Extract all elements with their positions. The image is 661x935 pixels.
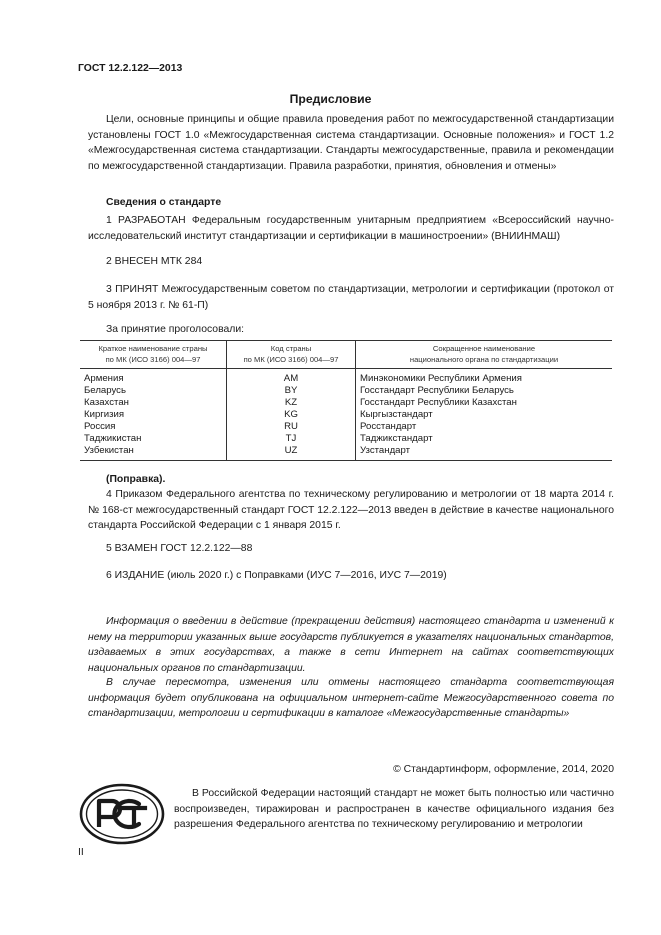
code-cell: TJ — [227, 433, 356, 445]
copyright-line: © Стандартинформ, оформление, 2014, 2020 — [393, 764, 614, 775]
table-row — [80, 397, 612, 409]
table-row — [80, 421, 612, 433]
country-cell: Таджикистан — [84, 432, 142, 444]
vote-table-header-row — [80, 341, 612, 369]
rst-conformity-mark-icon — [79, 783, 165, 845]
code-cell: UZ — [227, 445, 356, 460]
item-replaces: 5 ВЗАМЕН ГОСТ 12.2.122—88 — [106, 543, 253, 554]
table-row — [80, 445, 612, 460]
table-row — [80, 409, 612, 421]
country-cell: Узбекистан — [80, 445, 227, 460]
intro-paragraph: Цели, основные принципы и общие правила проведения работ по межгосударственной стандартизации установлены ГОСТ 1.0 «Межгосударственная система стандартизации. Основные положения» и ГОСТ 1.2 «Межгосударственная система стандартизации. Стандарты межгосударственные, правила и рекомендации по межгосударственной стандартизации. Правила разработки, принятия, обновления и отмены» — [88, 114, 614, 172]
notice-paragraph-2: В случае пересмотра, изменения или отмены настоящего стандарта соответствующая информация будет опубликована на официальном интернет-сайте Межгосударственного совета по стандартизации, метрологии и сертификации в каталоге «Межгосударственные стандарты» — [88, 677, 614, 720]
code-cell: KG — [227, 409, 356, 421]
amendment-note: (Поправка). — [106, 474, 166, 485]
body-cell: Росстандарт — [356, 421, 613, 433]
table-row — [80, 369, 612, 385]
code-cell: RU — [227, 421, 356, 433]
col-header-country: Краткое наименование страны по МК (ИСО 3166) 004—97 — [80, 341, 227, 369]
item-order: 4 Приказом Федерального агентства по техническому регулированию и метрологии от 18 марта 2014 г. № 168-ст межгосударственный стандарт ГОСТ 12.2.122—2013 введен в действие в качестве национального стандарта Российской Федерации с 1 января 2015 г. — [88, 489, 614, 532]
vote-table — [80, 340, 612, 461]
item-introduced: 2 ВНЕСЕН МТК 284 — [106, 256, 203, 267]
country-cell: Беларусь — [84, 385, 126, 397]
code-cell: KZ — [227, 397, 356, 409]
page-title: Предисловие — [289, 92, 372, 106]
col-header-body: Сокращенное наименование национального органа по стандартизации — [356, 341, 613, 369]
standard-id-header: ГОСТ 12.2.122—2013 — [78, 63, 183, 74]
vote-table-caption: За принятие проголосовали: — [106, 324, 245, 335]
body-cell: Минэкономики Республики Армения — [356, 369, 613, 385]
body-cell: Кыргызстандарт — [356, 409, 613, 421]
country-cell: Казахстан — [84, 397, 129, 408]
body-cell: Узстандарт — [356, 445, 613, 460]
notice-paragraph-1: Информация о введении в действие (прекращении действия) настоящего стандарта и изменений к нему на территории указанных выше государств публикуется в указателях национальных стандартов, издаваемых в этих государствах, а также в сети Интернет на сайтах соответствующих национальных органов по стандартизации. — [88, 616, 614, 674]
country-cell: Россия — [84, 420, 116, 432]
body-cell: Госстандарт Республики Казахстан — [356, 397, 613, 409]
legal-notice: В Российской Федерации настоящий стандарт не может быть полностью или частично воспроизведен, тиражирован и распространен в качестве официального издания без разрешения Федерального агентства по техническому регулированию и метрологии — [174, 788, 614, 831]
code-cell: AM — [227, 369, 356, 385]
table-row — [80, 385, 612, 397]
item-adopted: 3 ПРИНЯТ Межгосударственным советом по стандартизации, метрологии и сертификации (протокол от 5 ноября 2013 г. № 61-П) — [88, 284, 614, 311]
info-heading: Сведения о стандарте — [106, 197, 222, 208]
page-number: II — [78, 847, 84, 858]
country-cell: Киргизия — [84, 408, 125, 420]
country-cell: Армения — [84, 373, 124, 385]
body-cell: Госстандарт Республики Беларусь — [356, 385, 613, 397]
body-cell: Таджикстандарт — [356, 433, 613, 445]
col-header-code: Код страны по МК (ИСО 3166) 004—97 — [227, 341, 356, 369]
item-edition: 6 ИЗДАНИЕ (июль 2020 г.) с Поправками (ИУС 7—2016, ИУС 7—2019) — [106, 570, 447, 581]
code-cell: BY — [227, 385, 356, 397]
item-developed: 1 РАЗРАБОТАН Федеральным государственным унитарным предприятием «Всероссийский научно-исследовательский институт стандартизации и сертификации в машиностроении» (ВНИИНМАШ) — [88, 215, 614, 242]
table-row — [80, 433, 612, 445]
